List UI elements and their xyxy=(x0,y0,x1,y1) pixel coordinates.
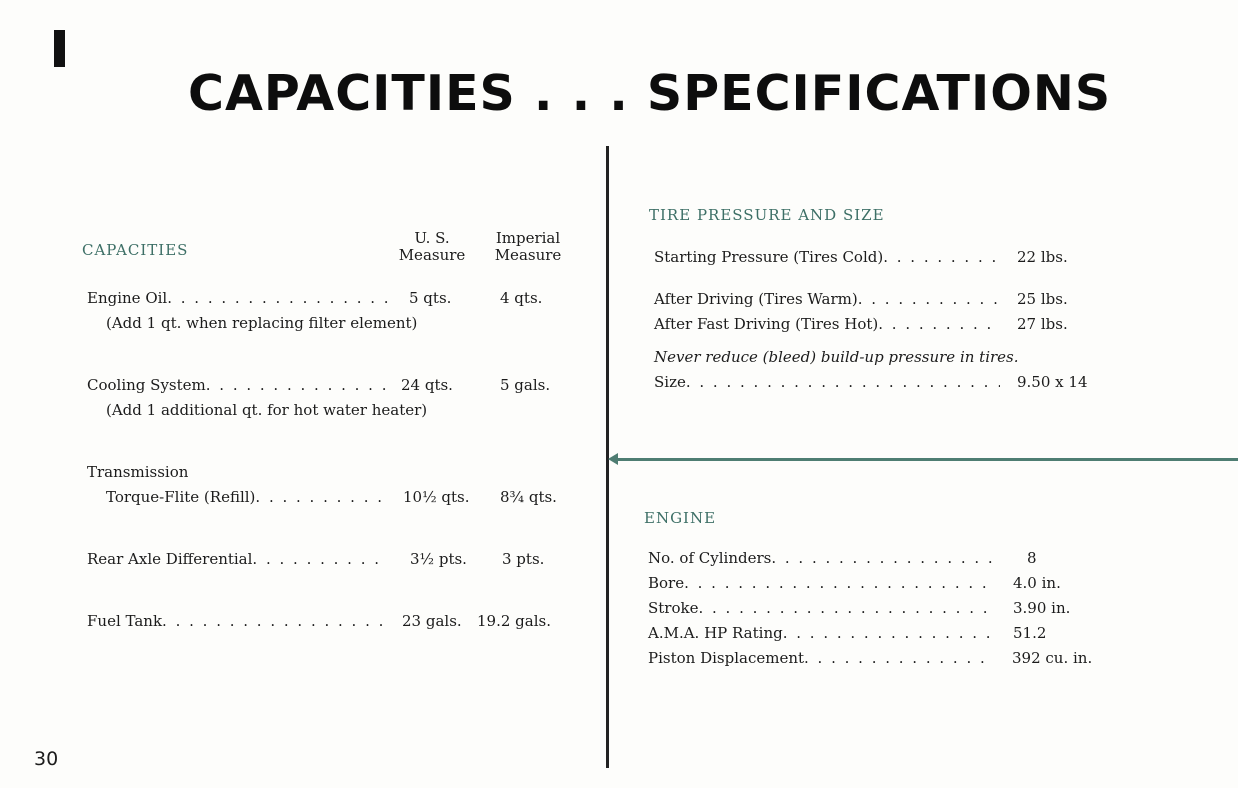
leader-dots xyxy=(771,548,994,568)
engine-oil-row xyxy=(87,288,392,308)
tire-row-value: 27 lbs. xyxy=(1017,315,1068,333)
engine-row-label: A.M.A. HP Rating xyxy=(648,624,783,642)
tire-row-label: After Driving (Tires Warm) xyxy=(654,290,858,308)
page-title: CAPACITIES . . . SPECIFICATIONS xyxy=(188,65,1112,122)
engine-row-value: 3.90 in. xyxy=(1013,599,1071,617)
leader-dots xyxy=(255,487,387,507)
leader-dots xyxy=(858,289,1000,309)
rear-axle-label: Rear Axle Differential xyxy=(87,550,253,568)
engine-row-value: 392 cu. in. xyxy=(1012,649,1093,667)
leader-dots xyxy=(252,549,387,569)
tire-row-value: 22 lbs. xyxy=(1017,248,1068,266)
rear-axle-imperial: 3 pts. xyxy=(502,550,545,568)
fuel-tank-label: Fuel Tank xyxy=(87,612,163,630)
leader-dots xyxy=(883,247,1000,267)
tire-row-value: 25 lbs. xyxy=(1017,290,1068,308)
leader-dots xyxy=(162,611,387,631)
cooling-system-note: (Add 1 additional qt. for hot water heater) xyxy=(106,401,428,419)
us-header-line2: Measure xyxy=(398,246,466,264)
engine-row-label: Piston Displacement xyxy=(648,649,805,667)
engine-row-hp-rating xyxy=(648,623,994,643)
engine-oil-note: (Add 1 qt. when replacing filter element) xyxy=(106,314,418,332)
engine-row-stroke xyxy=(648,598,994,618)
tire-row-hot xyxy=(654,314,1000,334)
engine-row-value: 51.2 xyxy=(1013,624,1047,642)
transmission-us: 10½ qts. xyxy=(403,488,470,506)
imperial-measure-header xyxy=(488,230,568,264)
tire-size-row xyxy=(654,372,1000,392)
section-tab-mark xyxy=(54,30,65,67)
imperial-header-line2: Measure xyxy=(494,246,562,264)
torque-flite-row xyxy=(106,487,387,507)
engine-oil-label: Engine Oil xyxy=(87,289,168,307)
pointer-line xyxy=(616,458,1238,461)
cooling-system-row xyxy=(87,375,387,395)
us-measure-header xyxy=(392,230,472,264)
fuel-tank-imperial: 19.2 gals. xyxy=(477,612,551,630)
leader-dots xyxy=(686,372,1000,392)
leader-dots xyxy=(684,573,994,593)
engine-row-label: No. of Cylinders xyxy=(648,549,772,567)
tire-size-value: 9.50 x 14 xyxy=(1017,373,1088,391)
cooling-system-label: Cooling System xyxy=(87,376,206,394)
tire-row-warm xyxy=(654,289,1000,309)
tire-size-label: Size xyxy=(654,373,686,391)
cooling-system-imperial: 5 gals. xyxy=(500,376,551,394)
engine-oil-us: 5 qts. xyxy=(409,289,452,307)
tire-row-label: After Fast Driving (Tires Hot) xyxy=(654,315,879,333)
engine-row-label: Stroke xyxy=(648,599,699,617)
leader-dots xyxy=(804,648,994,668)
us-header-line1: U. S. xyxy=(414,229,450,247)
leader-dots xyxy=(698,598,994,618)
arrow-left-icon xyxy=(608,453,618,465)
engine-oil-imperial: 4 qts. xyxy=(500,289,543,307)
page-number: 30 xyxy=(34,748,59,770)
transmission-label: Transmission xyxy=(87,463,189,481)
engine-row-value: 8 xyxy=(1027,549,1037,567)
leader-dots xyxy=(783,623,994,643)
tire-pressure-heading: TIRE PRESSURE AND SIZE xyxy=(649,206,885,224)
engine-heading: ENGINE xyxy=(644,509,717,527)
cooling-system-us: 24 qts. xyxy=(401,376,453,394)
engine-row-value: 4.0 in. xyxy=(1013,574,1061,592)
tire-row-starting xyxy=(654,247,1000,267)
fuel-tank-us: 23 gals. xyxy=(402,612,462,630)
leader-dots xyxy=(206,375,387,395)
capacities-heading: CAPACITIES xyxy=(82,241,189,259)
engine-row-label: Bore xyxy=(648,574,685,592)
transmission-imperial: 8¾ qts. xyxy=(500,488,557,506)
engine-row-displacement xyxy=(648,648,994,668)
fuel-tank-row xyxy=(87,611,387,631)
imperial-header-line1: Imperial xyxy=(495,229,561,247)
rear-axle-row xyxy=(87,549,387,569)
engine-row-bore xyxy=(648,573,994,593)
torque-flite-label: Torque-Flite (Refill) xyxy=(106,488,256,506)
rear-axle-us: 3½ pts. xyxy=(410,550,467,568)
tire-warning-note: Never reduce (bleed) build-up pressure in tires. xyxy=(654,348,1019,366)
engine-row-cylinders xyxy=(648,548,994,568)
leader-dots xyxy=(167,288,392,308)
leader-dots xyxy=(878,314,1000,334)
tire-row-label: Starting Pressure (Tires Cold) xyxy=(654,248,884,266)
